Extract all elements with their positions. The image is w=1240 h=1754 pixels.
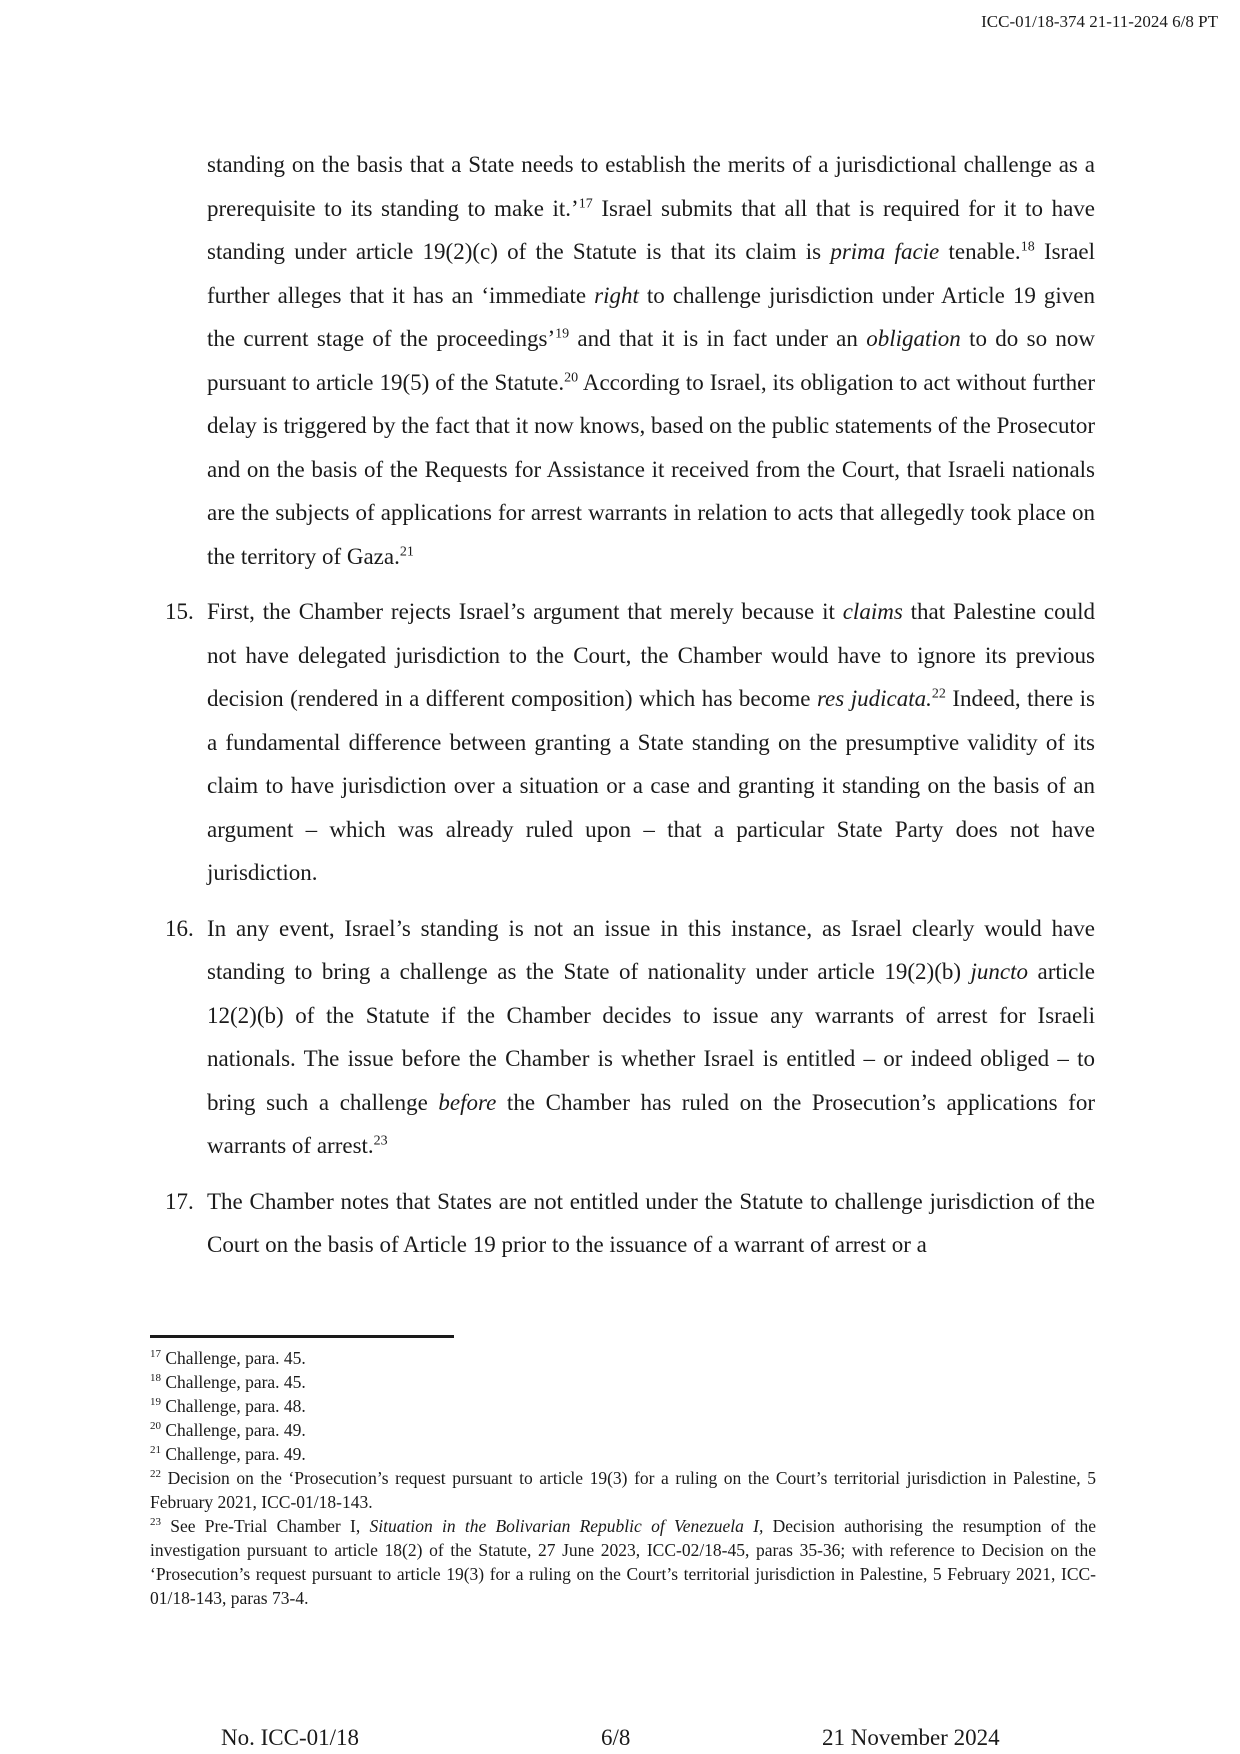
text-run: Indeed, there is a fundamental difference between granting a State standing on the presumptive validity of its claim to have jurisdiction over a situation or a case and granting it standing on the basis of an argument – which was already ruled upon – that a particular State Party does not have jurisdiction. bbox=[207, 686, 1095, 885]
text-run: According to Israel, its obligation to act without further delay is triggered by the fact that it now knows, based on the public statements of the Prosecutor and on the basis of the Requests for Assistance it received from the Court, that Israeli nationals are the subjects of applications for arrest warrants in relation to acts that allegedly took place on the territory of Gaza. bbox=[207, 369, 1095, 569]
text-run: First, the Chamber rejects Israel’s argument that merely because it bbox=[207, 599, 843, 624]
text-run: to challenge jurisdiction under Article 19 given the current stage of the proceedings’ bbox=[207, 282, 1095, 351]
footnote-23 bbox=[150, 1514, 1096, 1610]
footnote-text: Decision on the ‘Prosecution’s request pursuant to article 19(3) for a ruling on the Court’s territorial jurisdiction in Palestine, 5 February 2021, ICC-01/18-143. bbox=[150, 1468, 1096, 1512]
italic-run: res judicata. bbox=[816, 686, 932, 711]
footnote-text: Decision authorising the resumption of the investigation pursuant to article 18(2) of the Statute, 27 June 2023, ICC-02/18-45, paras 35-36; with reference to Decision on the ‘Prosecution’s request pursuant to article 19(3) for a ruling on the Court’s territorial jurisdiction in Palestine, 5 February 2021, ICC-01/18-143, paras 73-4. bbox=[150, 1516, 1097, 1608]
footnote-italic: Situation in the Bolivarian Republic of Venezuela I, bbox=[369, 1516, 764, 1536]
footnote-separator bbox=[150, 1335, 454, 1338]
footnote-text: Challenge, para. 45. bbox=[161, 1372, 306, 1392]
footnote-number: 17 bbox=[150, 1348, 161, 1361]
text-run: The Chamber notes that States are not entitled under the Statute to challenge jurisdiction of the Court on the basis of Article 19 prior to the issuance of a warrant of arrest or a bbox=[207, 1188, 1095, 1257]
footnote-number: 22 bbox=[150, 1468, 161, 1481]
italic-run: right bbox=[594, 282, 639, 308]
paragraph-number: 16. bbox=[165, 915, 194, 941]
footnote-17 bbox=[150, 1346, 1096, 1370]
text-run: tenable. bbox=[939, 239, 1021, 264]
footnote-text: Challenge, para. 45. bbox=[161, 1348, 306, 1368]
footnote-number: 19 bbox=[150, 1396, 161, 1409]
footnote-ref-23[interactable]: 23 bbox=[373, 1133, 388, 1149]
paragraph-number: 15. bbox=[165, 599, 194, 624]
document-stamp: ICC-01/18-374 21-11-2024 6/8 PT bbox=[981, 12, 1218, 31]
document-body bbox=[165, 143, 1096, 1267]
text-run: article 12(2)(b) of the Statute if the Chamber decides to issue any warrants of arrest for Israeli nationals. The issue before the Chamber is whether Israel is entitled – or indeed obliged – to bring such a challenge bbox=[207, 959, 1095, 1115]
paragraph-number: 17. bbox=[165, 1188, 194, 1214]
italic-run: before bbox=[438, 1089, 497, 1115]
footnote-text: Challenge, para. 49. bbox=[161, 1444, 306, 1464]
text-run: to do so now pursuant to article 19(5) of the Statute. bbox=[207, 326, 1095, 395]
text-run: and that it is in fact under an bbox=[569, 326, 867, 351]
text-run: standing on the basis that a State needs to establish the merits of a jurisdictional challenge as a prerequisite to its standing to make it.’ bbox=[207, 152, 1095, 221]
footnote-text: Challenge, para. 49. bbox=[161, 1420, 306, 1440]
footnote-ref-21[interactable]: 21 bbox=[399, 543, 414, 559]
footnote-ref-22[interactable]: 22 bbox=[931, 686, 946, 702]
text-run: the Chamber has ruled on the Prosecution’s applications for warrants of arrest. bbox=[207, 1089, 1095, 1158]
paragraph-15 bbox=[165, 590, 1095, 895]
footnote-20 bbox=[150, 1418, 1096, 1442]
text-run: Israel further alleges that it has an ‘immediate bbox=[207, 239, 1096, 308]
italic-run: obligation bbox=[866, 326, 961, 351]
footnote-ref-19[interactable]: 19 bbox=[555, 326, 570, 342]
paragraph-17 bbox=[165, 1180, 1095, 1267]
footnote-number: 23 bbox=[150, 1516, 161, 1529]
footnote-ref-17[interactable]: 17 bbox=[578, 195, 593, 211]
text-run: that Palestine could not have delegated jurisdiction to the Court, the Chamber would have to ignore its previous decision (rendered in a different composition) which has become bbox=[207, 599, 1095, 711]
footnote-21 bbox=[150, 1442, 1096, 1466]
footnote-18 bbox=[150, 1370, 1096, 1394]
italic-run: claims bbox=[842, 599, 903, 624]
text-run: In any event, Israel’s standing is not an issue in this instance, as Israel clearly would have standing to bring a challenge as the State of nationality under article 19(2)(b) bbox=[207, 915, 1095, 984]
footnote-number: 20 bbox=[150, 1420, 161, 1433]
footer-case-number: No. ICC-01/18 bbox=[221, 1725, 359, 1750]
italic-run: juncto bbox=[970, 959, 1029, 984]
footnote-22 bbox=[150, 1466, 1096, 1514]
footnotes bbox=[150, 1346, 1096, 1610]
paragraph-14-continued bbox=[207, 143, 1095, 578]
footnote-number: 21 bbox=[150, 1444, 161, 1457]
footer-page-number: 6/8 bbox=[601, 1725, 631, 1750]
footnote-ref-18[interactable]: 18 bbox=[1020, 239, 1035, 255]
footnote-text: Challenge, para. 48. bbox=[161, 1396, 306, 1416]
paragraph-16 bbox=[165, 907, 1095, 1168]
footnote-number: 18 bbox=[150, 1372, 161, 1385]
italic-run: prima facie bbox=[830, 239, 940, 264]
footnote-ref-20[interactable]: 20 bbox=[564, 369, 579, 385]
text-run: Israel submits that all that is required for it to have standing under article 19(2)(c) of the Statute is that its claim is bbox=[207, 195, 1095, 264]
footer-date: 21 November 2024 bbox=[822, 1725, 1000, 1750]
footnote-19 bbox=[150, 1394, 1096, 1418]
footnote-text: See Pre-Trial Chamber I, bbox=[161, 1516, 370, 1536]
